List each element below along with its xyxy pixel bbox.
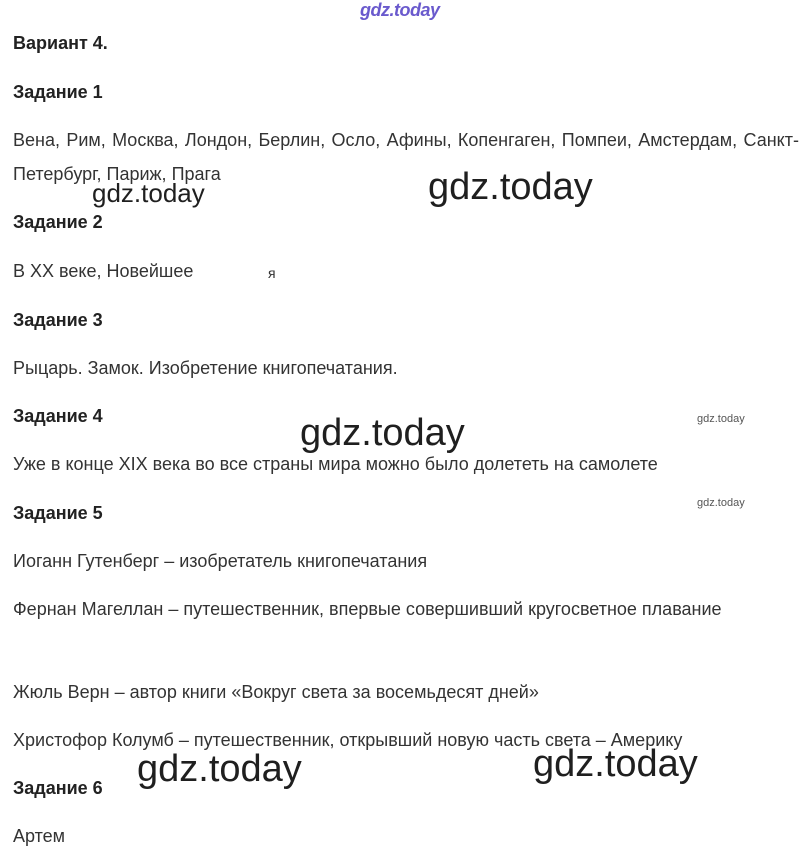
watermark-3: gdz.today — [300, 412, 465, 454]
watermark-5: gdz.today — [697, 497, 745, 509]
task-5-answer-4: Христофор Колумб – путешественник, открывший новую часть света – Америку — [13, 730, 683, 750]
task-6-answer: Артем — [13, 826, 66, 846]
task-5-title: Задание 5 — [13, 503, 103, 523]
watermark-4: gdz.today — [697, 413, 745, 425]
task-1-answer: Вена, Рим, Москва, Лондон, Берлин, Осло, Афины, Копенгаген, Помпеи, Амстердам, Санкт-Петербург, Париж, Прага — [13, 130, 799, 184]
task-1-title: Задание 1 — [13, 82, 103, 102]
task-2-answer: В XX веке, Новейшее — [13, 261, 194, 281]
variant-title: Вариант 4. — [13, 33, 108, 53]
task-4-title: Задание 4 — [13, 406, 103, 426]
watermark-2: gdz.today — [428, 166, 593, 208]
task-6-title: Задание 6 — [13, 778, 103, 798]
watermark-7: gdz.today — [533, 743, 698, 785]
watermark-6: gdz.today — [137, 748, 302, 790]
watermark-logo: gdz.today — [360, 0, 440, 20]
task-2-title: Задание 2 — [13, 212, 103, 232]
task-3-title: Задание 3 — [13, 310, 103, 330]
watermark-1: gdz.today — [92, 178, 205, 208]
task-2-answer-fragment: я — [268, 265, 276, 281]
task-4-answer: Уже в конце XIX века во все страны мира можно было долететь на самолете — [13, 454, 658, 474]
task-3-answer: Рыцарь. Замок. Изобретение книгопечатания. — [13, 358, 398, 378]
task-5-answer-2: Фернан Магеллан – путешественник, впервые совершивший кругосветное плавание — [13, 599, 722, 619]
task-5-answer-1: Иоганн Гутенберг – изобретатель книгопечатания — [13, 551, 428, 571]
task-5-answer-3: Жюль Верн – автор книги «Вокруг света за восемьдесят дней» — [13, 682, 539, 702]
